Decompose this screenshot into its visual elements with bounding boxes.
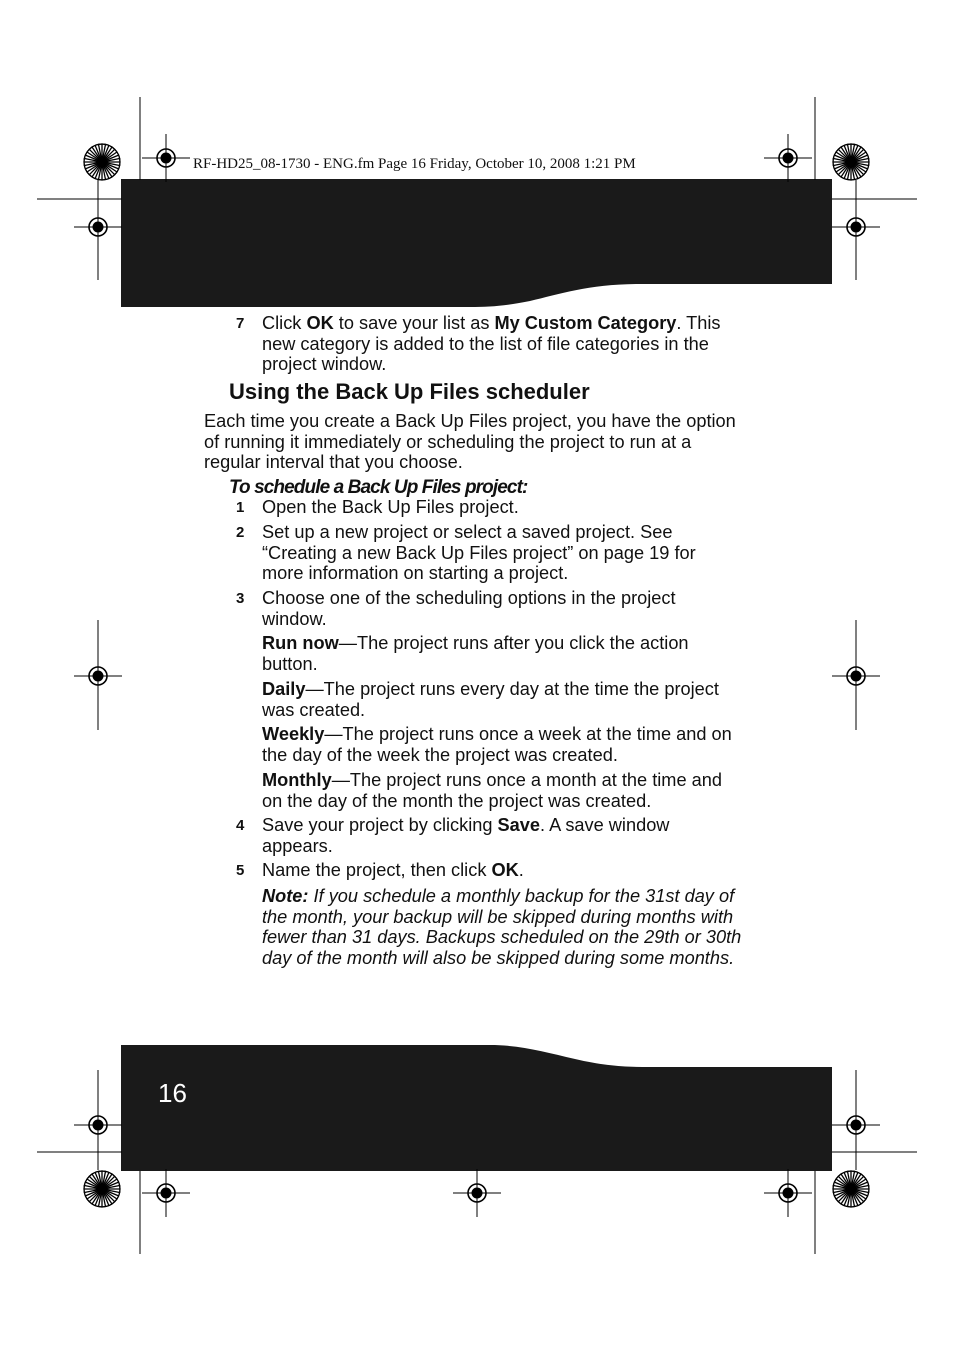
star-target: [833, 144, 869, 180]
star-target: [833, 1171, 869, 1207]
registration-mark: [142, 134, 190, 182]
step-2-text: Set up a new project or select a saved project. See “Creating a new Back Up Files project” on page 19 for more information on starting a project.: [262, 522, 696, 583]
registration-mark: [832, 652, 880, 700]
star-target: [84, 1171, 120, 1207]
step-1-text: Open the Back Up Files project.: [262, 497, 519, 517]
intro-paragraph: Each time you create a Back Up Files project, you have the option of running it immediately or scheduling the project to run at a regular interval that you choose.: [204, 411, 736, 472]
page-number: 16: [158, 1078, 187, 1108]
section-title: Using the Back Up Files scheduler: [229, 379, 590, 404]
note-label: Note:: [262, 886, 309, 906]
top-band: [121, 179, 832, 307]
step-number: 2: [236, 524, 245, 541]
star-target: [84, 144, 120, 180]
step-3-text: Choose one of the scheduling options in the project window.: [262, 588, 676, 629]
registration-mark: [453, 1169, 501, 1217]
procedure-title: To schedule a Back Up Files project:: [229, 477, 528, 498]
step-number: 3: [236, 590, 245, 607]
registration-mark: [764, 1169, 812, 1217]
step-5-text: Name the project, then click OK.: [262, 860, 524, 880]
option-monthly: Monthly—The project runs once a month at the time and on the day of the month the project was created.: [262, 770, 722, 811]
option-weekly: Weekly—The project runs once a week at the time and on the day of the week the project was created.: [262, 724, 732, 765]
option-run-now: Run now—The project runs after you click the action button.: [262, 633, 689, 674]
step-number: 7: [236, 315, 245, 332]
option-daily: Daily—The project runs every day at the time the project was created.: [262, 679, 719, 720]
file-info-header: RF-HD25_08-1730 - ENG.fm Page 16 Friday, October 10, 2008 1:21 PM: [193, 156, 636, 172]
registration-mark: [832, 203, 880, 251]
note-paragraph: Note: If you schedule a monthly backup for the 31st day of the month, your backup will be skipped during months with fewer than 31 days. Backups scheduled on the 29th or 30th day of the month will also be skipped during some months.: [262, 886, 742, 968]
registration-mark: [832, 1101, 880, 1149]
registration-mark: [74, 1101, 122, 1149]
step-4-text: Save your project by clicking Save. A save window appears.: [262, 815, 670, 856]
registration-mark: [142, 1169, 190, 1217]
registration-mark: [764, 134, 812, 182]
registration-mark: [74, 652, 122, 700]
step-number: 1: [236, 499, 245, 516]
registration-mark: [74, 203, 122, 251]
bottom-band: [121, 1045, 832, 1171]
step-number: 4: [236, 817, 245, 834]
step-number: 5: [236, 862, 245, 879]
step-7-text: Click OK to save your list as My Custom Category. This new category is added to the list of file categories in the project window.: [262, 313, 721, 374]
